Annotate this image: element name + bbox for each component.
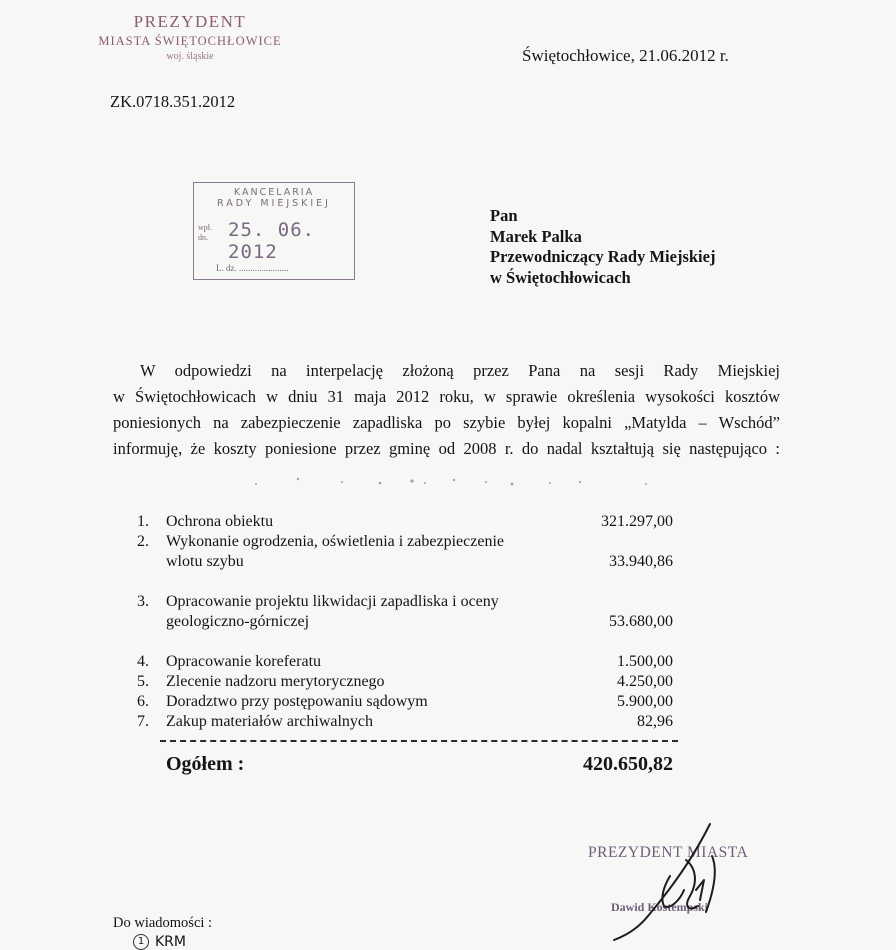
cc-item-number: 1 (133, 934, 149, 950)
total-separator (160, 740, 678, 742)
cc-item-text: KRM (155, 934, 186, 950)
item-number: 1. (137, 513, 149, 530)
body-line2: w Świętochłowicach w dniu 31 maja 2012 roku, w sprawie określenia wysokości kosztów (113, 387, 780, 406)
total-amount: 420.650,82 (583, 753, 673, 775)
signature-name: Dawid Kostempski (611, 900, 709, 914)
header-stamp (80, 12, 300, 62)
item-label-line2: wlotu szybu (166, 553, 244, 570)
registry-stamp-line1: KANCELARIA (233, 187, 315, 198)
body-line1: W odpowiedzi na interpelację złożoną przez Pana na sesji Rady Miejskiej (140, 361, 780, 380)
signature-title: PREZYDENT MIASTA (588, 844, 749, 861)
header-stamp-line2: MIASTA ŚWIĘTOCHŁOWICE (98, 34, 282, 48)
reference-number: ZK.0718.351.2012 (110, 92, 236, 111)
registry-stamp-ldz: L. dz. ...................... (216, 263, 289, 273)
body-line3: poniesionych na zabezpieczenie zapadliska po szybie byłej kopalni „Matylda – Wschód” (113, 413, 780, 432)
registry-stamp (193, 182, 355, 280)
scan-artifact (250, 474, 660, 488)
item-amount: 5.900,00 (617, 693, 673, 710)
addressee-line4: w Świętochłowicach (490, 267, 631, 287)
header-stamp-line1: PREZYDENT (133, 12, 247, 31)
registry-stamp-line2: RADY MIEJSKIEJ (216, 198, 331, 209)
item-number: 4. (137, 653, 149, 670)
registry-stamp-wpl: wpł. (198, 223, 212, 232)
total-label: Ogółem : (166, 753, 245, 775)
header-stamp-line3: woj. śląskie (166, 51, 214, 62)
cc-item (133, 934, 186, 950)
body-paragraph (113, 358, 780, 462)
handwritten-signature (600, 820, 750, 942)
registry-stamp-dn: dn. (198, 233, 208, 242)
item-label: Opracowanie koreferatu (166, 653, 322, 670)
place-date: Świętochłowice, 21.06.2012 r. (522, 46, 729, 65)
cc-label: Do wiadomości : (113, 915, 213, 931)
registry-stamp-labels (198, 223, 212, 243)
item-label: Zakup materiałów archiwalnych (166, 713, 374, 730)
body-line4: informuję, że koszty poniesione przez gminę od 2008 r. do nadal kształtują się następująco : (113, 439, 780, 458)
addressee-line2: Marek Palka (490, 226, 582, 246)
item-amount: 1.500,00 (617, 653, 673, 670)
item-label: Wykonanie ogrodzenia, oświetlenia i zabezpieczenie (166, 533, 504, 550)
item-amount: 33.940,86 (609, 553, 673, 570)
item-number: 6. (137, 693, 149, 710)
item-label: Opracowanie projektu likwidacji zapadliska i oceny (166, 593, 499, 610)
item-number: 2. (137, 533, 149, 550)
item-label: Zlecenie nadzoru merytorycznego (166, 673, 385, 690)
addressee-line1: Pan (490, 206, 518, 225)
addressee-line3: Przewodniczący Rady Miejskiej (490, 247, 716, 266)
item-number: 3. (137, 593, 149, 610)
item-label-line2: geologiczno-górniczej (166, 613, 310, 630)
item-amount: 4.250,00 (617, 673, 673, 690)
item-amount: 321.297,00 (601, 513, 673, 530)
item-label: Ochrona obiektu (166, 513, 274, 530)
item-number: 5. (137, 673, 149, 690)
item-label: Doradztwo przy postępowaniu sądowym (166, 693, 428, 710)
registry-stamp-date: 25. 06. 2012 (228, 219, 316, 263)
addressee (490, 206, 715, 288)
item-number: 7. (137, 713, 149, 730)
item-amount: 82,96 (637, 713, 673, 730)
item-amount: 53.680,00 (609, 613, 673, 630)
